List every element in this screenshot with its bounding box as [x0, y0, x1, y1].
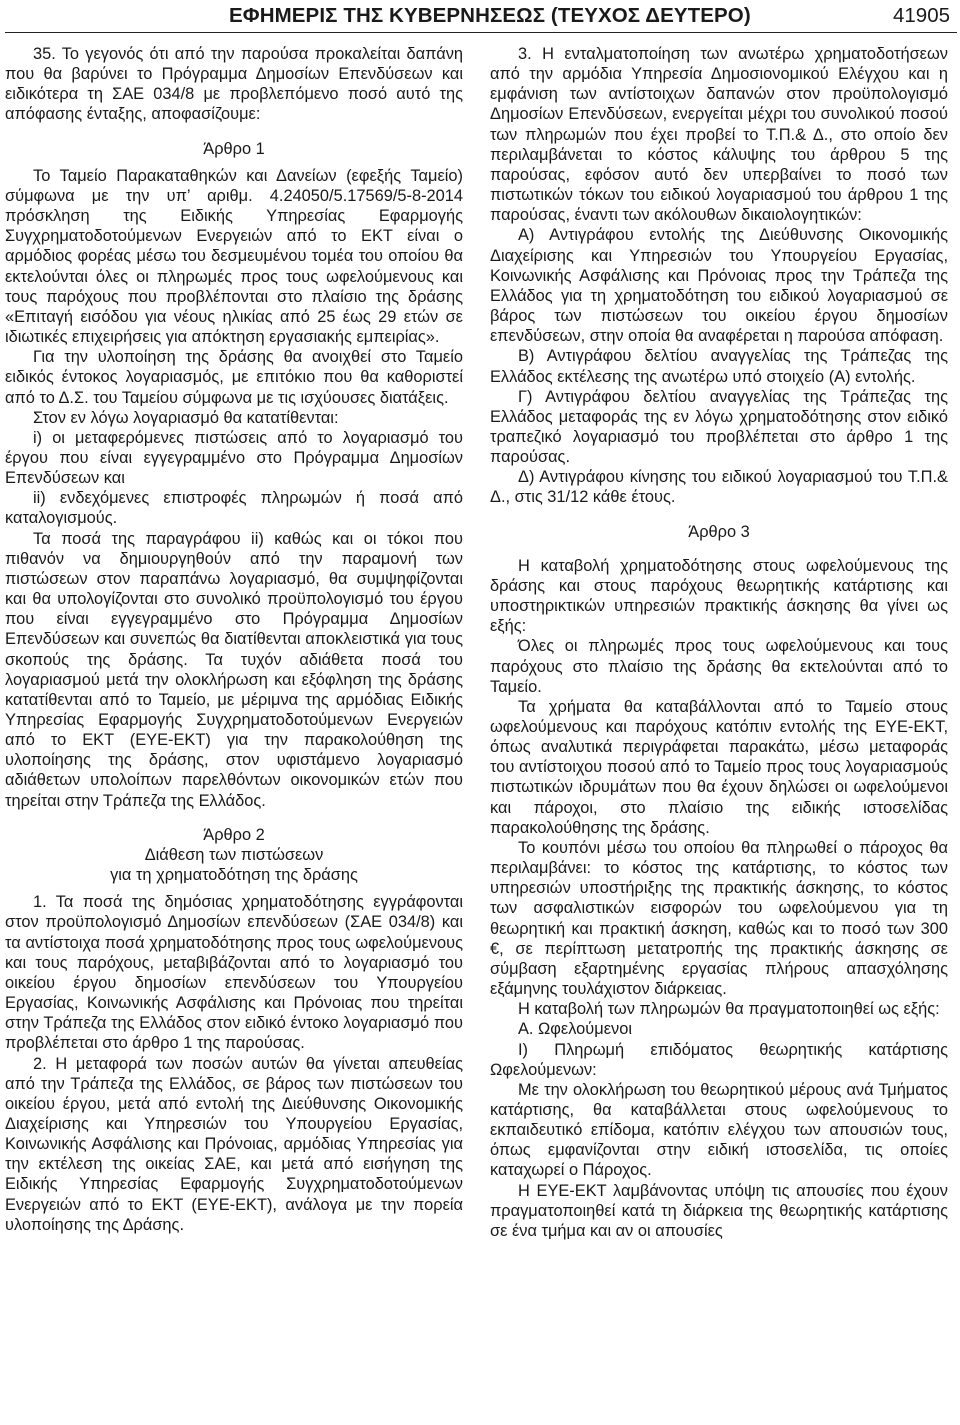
paragraph-intro: 35. Το γεγονός ότι από την παρούσα προκαλείται δαπάνη που θα βαρύνει το Πρόγραμμα Δημοσίων Επενδύσεων και ειδικότερα τη ΣΑΕ 034/8 με προβλεπόμενο ποσό αυτό της απόφασης ένταξης, αποφασίζουμε: — [5, 45, 463, 124]
page-header — [0, 0, 960, 38]
paragraph: 3. Η ενταλματοποίηση των ανωτέρω χρηματοδοτήσεων από την αρμόδια Υπηρεσία Δημοσιονομικού Ελέγχου και η εμφάνιση των αντίστοιχων δαπανών στον προϋπολογισμό Δημοσίων Επενδύσεων, ενεργείται μέχρι του συνολικού ποσού των πληρωμών που έχει προβεί το Τ.Π.& Δ., στο οποίο δεν περιλαμβάνεται το κόστος κάλυψης του άρθρου 5 της παρούσας, εφόσον αυτό δεν υπερβαίνει το ποσό των πιστωτικών τόκων του ειδικού λογαριασμού του άρθρου 1 της παρούσας, έναντι των ακόλουθων δικαιολογητικών: — [490, 45, 948, 225]
paragraph: ii) ενδεχόμενες επιστροφές πληρωμών ή ποσά από καταλογισμούς. — [5, 489, 463, 528]
header-rule — [5, 32, 957, 33]
paragraph: Το κουπόνι μέσω του οποίου θα πληρωθεί ο πάροχος θα περιλαμβάνει: το κόστος της κατάρτισης, το κόστος των υπηρεσιών υποστήριξης της πρακτικής άσκησης, το κόστος των ασφαλιστικών εισφορών του ωφελούμενου για τη θεωρητική και πρακτική άσκηση, καθώς και το ποσό των 300 €, σε περίπτωση μετατροπής της πρακτικής άσκησης σε σύμβαση εξαρτημένης εργασίας πλήρους απασχόλησης εξάμηνης τουλάχιστον διάρκειας. — [490, 838, 948, 999]
paragraph: Το Ταμείο Παρακαταθηκών και Δανείων (εφεξής Ταμείο) σύμφωνα με την υπ’ αριθμ. 4.24050/5.17569/5-8-2014 πρόσκληση της Ειδικής Υπηρεσίας Εφαρμογής Συγχρηματοδοτούμενων Ενεργειών από το ΕΚΤ είναι ο αρμόδιος φορέας μέσω του δεσμευμένου τομέα του οποίου θα εκτελούνται όλες οι πληρωμές προς τους ωφελούμενους και τους παρόχους που προβλέπονται στο πλαίσιο της δράσης «Επιταγή εισόδου για νέους ηλικίας από 25 έως 29 ετών σε ιδιωτικές επιχειρήσεις για απόκτηση εργασιακής εμπειρίας». — [5, 166, 463, 347]
paragraph: Τα ποσά της παραγράφου ii) καθώς και οι τόκοι που πιθανόν να δημιουργηθούν από την παραμονή των πιστώσεων στον παραπάνω λογαριασμό, θα συμψηφίζονται και θα υπολογίζονται στο συνολικό προϋπολογισμό του έργου που είναι εγγεγραμμένο στο Πρόγραμμα Δημοσίων Επενδύσεων και συνεπώς θα διατίθενται αποκλειστικά για τους σκοπούς της δράσης. Τα τυχόν αδιάθετα ποσά του λογαριασμού μετά την ολοκλήρωση και εξόφληση της δράσης κατατίθενται από το Ταμείο, με μέριμνα της αρμόδιας Ειδικής Υπηρεσίας Εφαρμογής Συγχρηματοδοτούμενων Ενεργειών από το ΕΚΤ (ΕΥΕ-ΕΚΤ) για την παρακολούθηση της υλοποίησης της δράσης, στον υφιστάμενο λογαριασμό αδιάθετων υπολοίπων παρελθόντων οικονομικών ετών που τηρείται στην Τράπεζα της Ελλάδος. — [5, 529, 463, 810]
article-3-heading: Άρθρο 3 — [688, 522, 750, 541]
article-2-subheading: για τη χρηματοδότηση της δράσης — [110, 866, 358, 885]
paragraph: 2. Η μεταφορά των ποσών αυτών θα γίνεται απευθείας από την Τράπεζα της Ελλάδος, σε βάρος των πιστώσεων του οικείου έργου, μετά από εντολή της Διεύθυνσης Οικονομικής Διαχείρισης και Υπηρεσιών του Υπουργείου Εργασίας, Κοινωνικής Ασφάλισης και Πρόνοιας, αρμόδιας Υπηρεσίας για την εκτέλεση της οικείας ΣΑΕ, και μετά από εισήγηση της Ειδικής Υπηρεσίας Εφαρμογής Συγχρηματοδοτούμενων Ενεργειών από το ΕΚΤ (ΕΥΕ-ΕΚΤ), ανάλογα με την πορεία υλοποίησης της Δράσης. — [5, 1054, 463, 1234]
paragraph: Για την υλοποίηση της δράσης θα ανοιχθεί στο Ταμείο ειδικός έντοκος λογαριασμός, με επιτόκιο που θα καθοριστεί από το Δ.Σ. του Ταμείου σύμφωνα με τις ισχύουσες διατάξεις. — [5, 348, 463, 407]
paragraph: Τα χρήματα θα καταβάλλονται από το Ταμείο στους ωφελούμενους και παρόχους κατόπιν εντολής της ΕΥΕ-ΕΚΤ, όπως αναλυτικά περιγράφεται παρακάτω, μέσω μεταφοράς του αντίστοιχου ποσού από το Ταμείο προς τους λογαριασμούς πιστωτικών ιδρυμάτων που θα έχουν δηλώσει οι ωφελούμενοι και πάροχοι, στο πλαίσιο της ειδικής ιστοσελίδας παρακολούθησης της δράσης. — [490, 697, 948, 837]
paragraph: Α) Αντιγράφου εντολής της Διεύθυνσης Οικονομικής Διαχείρισης και Υπηρεσιών του Υπουργείου Εργασίας, Κοινωνικής Ασφάλισης και Πρόνοιας προς την Τράπεζα της Ελλάδος για τη χρηματοδότηση του ειδικού λογαριασμού σε βάρος των πιστώσεων του οικείου έργου δημοσίων επενδύσεων, στην οποία θα αναφέρεται η παρούσα απόφαση. — [490, 226, 948, 346]
article-2-subheading: Διάθεση των πιστώσεων — [144, 845, 324, 864]
gazette-title: ΕΦΗΜΕΡΙΣ ΤΗΣ ΚΥΒΕΡΝΗΣΕΩΣ (ΤΕΥΧΟΣ ΔΕΥΤΕΡΟ) — [229, 4, 751, 27]
paragraph: i) οι μεταφερόμενες πιστώσεις από το λογαριασμό του έργου που είναι εγγεγραμμένο στο Πρόγραμμα Δημοσίων Επενδύσεων και — [5, 428, 463, 488]
paragraph: Όλες οι πληρωμές προς τους ωφελούμενους και τους παρόχους στο πλαίσιο της δράσης θα εκτελούνται από το Ταμείο. — [490, 637, 948, 696]
paragraph: Η καταβολή των πληρωμών θα πραγματοποιηθεί ως εξής: — [518, 1000, 940, 1019]
paragraph: Δ) Αντιγράφου κίνησης του ειδικού λογαριασμού του Τ.Π.& Δ., στις 31/12 κάθε έτους. — [490, 468, 948, 507]
paragraph: Ι) Πληρωμή επιδόματος θεωρητικής κατάρτισης Ωφελούμενων: — [490, 1040, 948, 1079]
paragraph: Β) Αντιγράφου δελτίου αναγγελίας της Τράπεζας της Ελλάδος εκτέλεσης της ανωτέρω υπό στοιχείο (Α) εντολής. — [490, 347, 948, 386]
paragraph: Η καταβολή χρηματοδότησης στους ωφελούμενους της δράσης και στους παρόχους θεωρητικής κατάρτισης και υποστηρικτικών υπηρεσιών πρακτικής άσκησης θα γίνει ως εξής: — [490, 556, 948, 636]
right-column — [490, 44, 948, 1241]
paragraph: Η ΕΥΕ-ΕΚΤ λαμβάνοντας υπόψη τις απουσίες που έχουν πραγματοποιηθεί κατά τη διάρκεια της θεωρητικής κατάρτισης σε ένα τμήμα και αν οι απουσίες — [490, 1181, 948, 1240]
paragraph: Στον εν λόγω λογαριασμό θα κατατίθενται: — [33, 408, 339, 427]
left-column — [5, 44, 463, 1235]
paragraph: Με την ολοκλήρωση του θεωρητικού μέρους ανά Τμήματος κατάρτισης, θα καταβάλλεται στους ωφελούμενους το εκπαιδευτικό επίδομα, κατόπιν ελέγχου των απουσιών τους, όπως εμφανίζονται στην ειδική ιστοσελίδα, τις οποίες καταχωρεί ο Πάροχος. — [490, 1080, 948, 1180]
article-1-heading: Άρθρο 1 — [203, 139, 265, 158]
page-number: 41905 — [892, 4, 950, 27]
paragraph: 1. Τα ποσά της δημόσιας χρηματοδότησης εγγράφονται στον προϋπολογισμό Δημοσίων επενδύσεων (ΣΑΕ 034/8) και τα αντίστοιχα ποσά χρηματοδότησης προς τους ωφελούμενους και τους παρόχους, μεταβιβάζονται από το λογαριασμό του οικείου έργου δημοσίων επενδύσεων του Υπουργείου Εργασίας, Κοινωνικής Ασφάλισης και Πρόνοιας που τηρείται στην Τράπεζα της Ελλάδος στον ειδικό έντοκο λογαριασμό που προβλέπεται στο άρθρο 1 της παρούσας. — [5, 893, 463, 1053]
paragraph: Γ) Αντιγράφου δελτίου αναγγελίας της Τράπεζας της Ελλάδος μεταφοράς της εν λόγω χρηματοδότησης στον ειδικό τραπεζικό λογαριασμό του προβλέπεται στο άρθρο 1 της παρούσας. — [490, 387, 948, 467]
paragraph: Α. Ωφελούμενοι — [518, 1020, 632, 1039]
article-2-heading: Άρθρο 2 — [203, 825, 265, 844]
